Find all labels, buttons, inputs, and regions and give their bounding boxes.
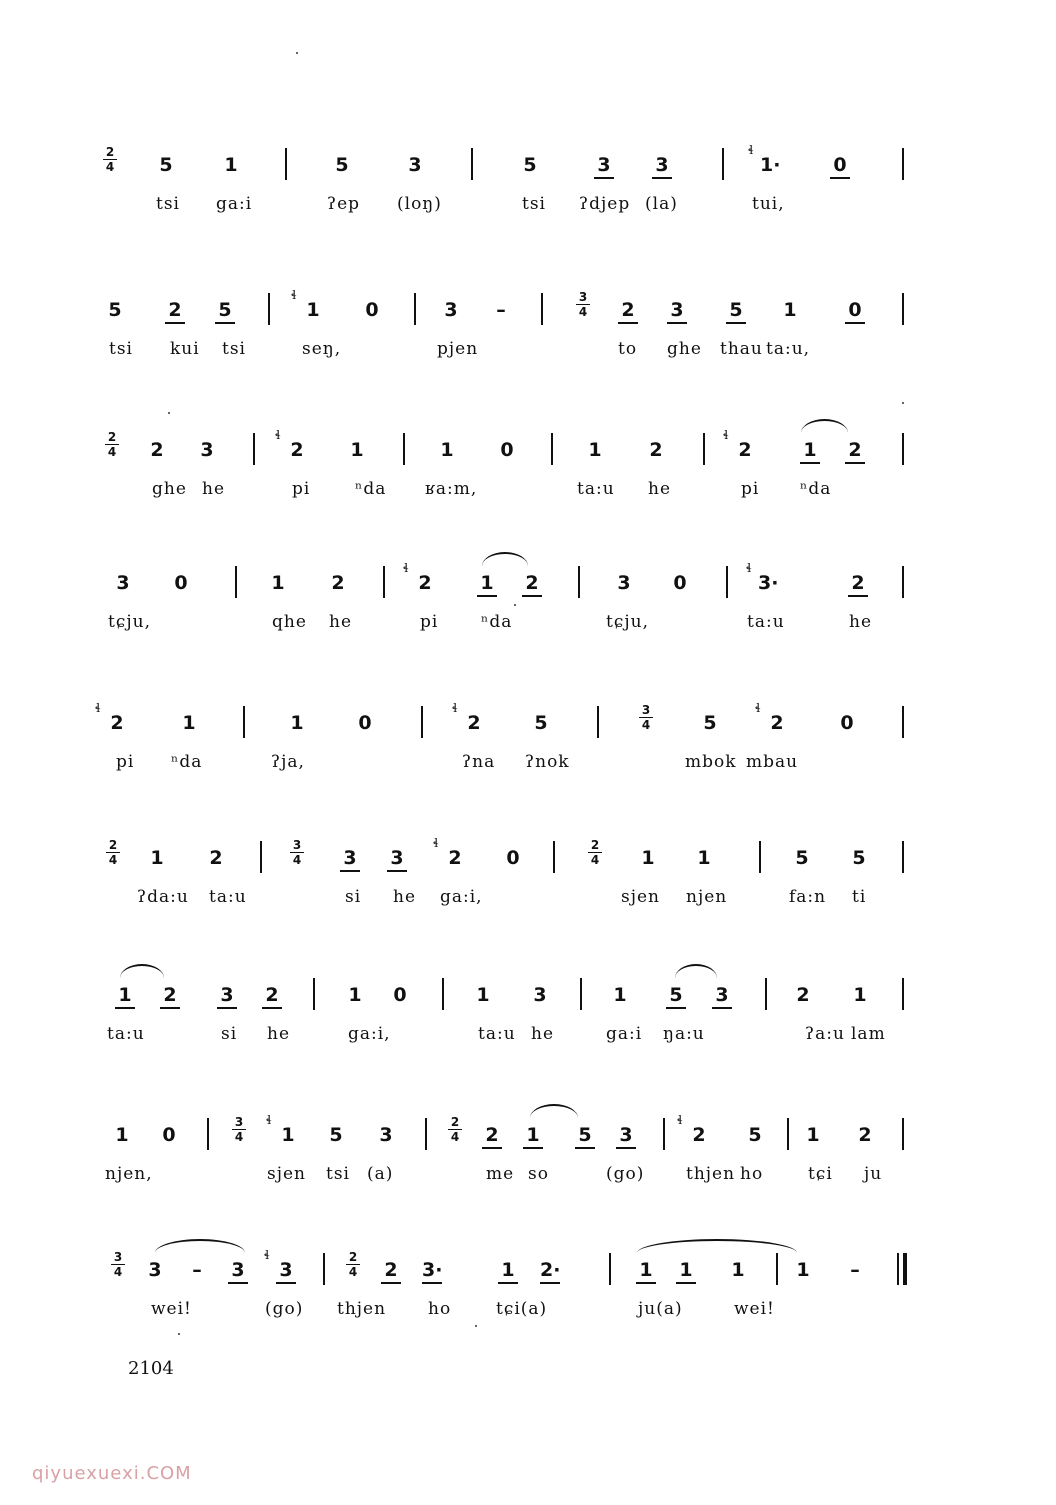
lyric-syllable: tɕi xyxy=(808,1164,833,1184)
grace-note-mark: ɬ xyxy=(403,561,409,575)
note: 0 xyxy=(673,572,687,594)
time-signature-numerator: 3 xyxy=(234,1115,244,1129)
lyric-syllable: ta:u xyxy=(107,1024,145,1044)
print-speck xyxy=(168,412,170,414)
note: 3 xyxy=(616,1124,636,1149)
note: 3 xyxy=(652,154,672,179)
note: 2 xyxy=(418,572,432,594)
lyric-syllable: wei! xyxy=(734,1299,775,1319)
note: 1 xyxy=(641,847,655,869)
note: 3· xyxy=(758,572,779,594)
note: 1 xyxy=(731,1259,745,1281)
note: 3 xyxy=(116,572,130,594)
bar-line xyxy=(235,566,237,598)
note: – xyxy=(850,1259,860,1281)
lyric-syllable: njen, xyxy=(105,1164,153,1184)
time-signature-numerator: 3 xyxy=(292,838,302,852)
note: 3 xyxy=(276,1259,296,1284)
lyric-syllable: pjen xyxy=(437,339,479,359)
grace-note-mark: ɬ xyxy=(275,428,281,442)
lyric-syllable: qhe xyxy=(272,612,307,632)
note: 0 xyxy=(845,299,865,324)
lyric-syllable: ga:i, xyxy=(440,887,483,907)
lyric-syllable: ghe xyxy=(667,339,702,359)
bar-line xyxy=(759,841,761,873)
note: 1 xyxy=(306,299,320,321)
lyric-syllable: ta:u, xyxy=(766,339,811,359)
note: 0 xyxy=(500,439,514,461)
lyric-syllable: ta:u xyxy=(577,479,615,499)
print-speck xyxy=(475,1325,477,1327)
final-bar-line-thick xyxy=(903,1253,907,1285)
time-signature-numerator: 2 xyxy=(105,145,115,159)
note: 2 xyxy=(858,1124,872,1146)
note: 1 xyxy=(182,712,196,734)
note: 1 xyxy=(115,1124,129,1146)
note: 0 xyxy=(830,154,850,179)
note: 5 xyxy=(534,712,548,734)
lyric-syllable: ʔnok xyxy=(525,752,570,772)
note: 2 xyxy=(848,572,868,597)
lyric-syllable: to xyxy=(618,339,638,359)
note: 1 xyxy=(697,847,711,869)
time-signature-denominator: 4 xyxy=(108,853,118,867)
note: 3 xyxy=(200,439,214,461)
grace-note-mark: ɬ xyxy=(95,701,101,715)
lyric-syllable: ʔda:u xyxy=(137,887,189,907)
lyric-syllable: pi xyxy=(741,479,760,499)
note: 2 xyxy=(738,439,752,461)
bar-line xyxy=(403,433,405,465)
note: 2 xyxy=(618,299,638,324)
bar-line xyxy=(776,1253,778,1285)
note: 3 xyxy=(387,847,407,872)
time-signature-numerator: 2 xyxy=(450,1115,460,1129)
lyric-syllable: ʔdjep xyxy=(579,194,631,214)
note: – xyxy=(192,1259,202,1281)
time-signature xyxy=(105,839,121,866)
note: 0 xyxy=(174,572,188,594)
lyric-syllable: njen xyxy=(686,887,728,907)
note: 0 xyxy=(840,712,854,734)
bar-line xyxy=(285,148,287,180)
score-system xyxy=(0,1248,1056,1335)
note: 0 xyxy=(506,847,520,869)
note: 2· xyxy=(540,1259,560,1284)
time-signature-denominator: 4 xyxy=(578,305,588,319)
note: 5 xyxy=(159,154,173,176)
bar-line xyxy=(663,1118,665,1150)
slur-arc xyxy=(155,1239,245,1253)
score-system xyxy=(0,288,1056,375)
time-signature-denominator: 4 xyxy=(105,160,115,174)
bar-line xyxy=(414,293,416,325)
lyric-syllable: ŋa:u xyxy=(663,1024,705,1044)
time-signature xyxy=(110,1251,126,1278)
bar-line xyxy=(902,293,904,325)
bar-line xyxy=(313,978,315,1010)
note: 1 xyxy=(350,439,364,461)
lyric-syllable: ga:i, xyxy=(348,1024,391,1044)
page-number: 2104 xyxy=(128,1358,174,1379)
bar-line xyxy=(902,978,904,1010)
lyric-syllable: tui, xyxy=(752,194,785,214)
note: 1 xyxy=(806,1124,820,1146)
lyric-syllable: ju(a) xyxy=(638,1299,683,1319)
note: 2 xyxy=(467,712,481,734)
lyric-syllable: kui xyxy=(170,339,200,359)
note: 3 xyxy=(667,299,687,324)
bar-line xyxy=(425,1118,427,1150)
lyric-syllable: he xyxy=(329,612,353,632)
lyric-syllable: ju xyxy=(864,1164,883,1184)
note: 2 xyxy=(482,1124,502,1149)
note: 2 xyxy=(845,439,865,464)
time-signature xyxy=(289,839,305,866)
lyric-syllable: tɕi(a) xyxy=(496,1299,548,1319)
time-signature xyxy=(587,839,603,866)
bar-line xyxy=(902,706,904,738)
time-signature xyxy=(345,1251,361,1278)
note: 0 xyxy=(162,1124,176,1146)
bar-line xyxy=(243,706,245,738)
slur-arc xyxy=(637,1239,797,1253)
note: 3 xyxy=(533,984,547,1006)
lyric-syllable: mbau xyxy=(746,752,799,772)
lyric-syllable: he xyxy=(393,887,417,907)
lyric-syllable: ʔja, xyxy=(271,752,305,772)
note: 5 xyxy=(575,1124,595,1149)
note: 5 xyxy=(108,299,122,321)
slur-arc xyxy=(801,419,848,433)
bar-line xyxy=(260,841,262,873)
lyric-syllable: (go) xyxy=(265,1299,304,1319)
note: 0 xyxy=(365,299,379,321)
note: 2 xyxy=(692,1124,706,1146)
time-signature xyxy=(104,431,120,458)
lyric-syllable: pi xyxy=(420,612,439,632)
score-system xyxy=(0,143,1056,230)
time-signature xyxy=(447,1116,463,1143)
bar-line xyxy=(578,566,580,598)
note: 2 xyxy=(331,572,345,594)
note: 2 xyxy=(165,299,185,324)
time-signature-denominator: 4 xyxy=(590,853,600,867)
lyric-syllable: ⁿda xyxy=(355,479,387,499)
note: 1 xyxy=(796,1259,810,1281)
lyric-syllable: ho xyxy=(428,1299,452,1319)
note: 1 xyxy=(636,1259,656,1284)
note: 1 xyxy=(783,299,797,321)
score-system xyxy=(0,1113,1056,1200)
lyric-syllable: (go) xyxy=(606,1164,645,1184)
note: 1 xyxy=(477,572,497,597)
lyric-syllable: sjen xyxy=(621,887,661,907)
bar-line xyxy=(726,566,728,598)
time-signature-denominator: 4 xyxy=(234,1130,244,1144)
note: 2 xyxy=(649,439,663,461)
grace-note-mark: ɬ xyxy=(746,561,752,575)
time-signature-numerator: 2 xyxy=(108,838,118,852)
lyric-syllable: ga:i xyxy=(606,1024,643,1044)
bar-line xyxy=(551,433,553,465)
note: 2 xyxy=(110,712,124,734)
note: 1 xyxy=(348,984,362,1006)
lyric-syllable: tsi xyxy=(109,339,133,359)
time-signature-denominator: 4 xyxy=(292,853,302,867)
time-signature-denominator: 4 xyxy=(450,1130,460,1144)
lyric-syllable: tsi xyxy=(156,194,180,214)
slur-arc xyxy=(482,552,528,566)
note: 5 xyxy=(795,847,809,869)
bar-line xyxy=(553,841,555,873)
lyric-syllable: so xyxy=(528,1164,549,1184)
note: 1 xyxy=(476,984,490,1006)
score-system xyxy=(0,428,1056,515)
watermark: qiyuexuexi.COM xyxy=(32,1463,192,1484)
time-signature-numerator: 2 xyxy=(348,1250,358,1264)
print-speck xyxy=(296,52,298,54)
note: 2 xyxy=(448,847,462,869)
lyric-syllable: si xyxy=(221,1024,238,1044)
note: 3 xyxy=(712,984,732,1009)
lyric-syllable: ho xyxy=(740,1164,764,1184)
note: – xyxy=(496,299,506,321)
note: 1 xyxy=(440,439,454,461)
note: 3 xyxy=(379,1124,393,1146)
lyric-syllable: pi xyxy=(292,479,311,499)
lyric-syllable: ʁa:m, xyxy=(425,479,478,499)
print-speck xyxy=(902,402,904,404)
bar-line xyxy=(902,148,904,180)
lyric-syllable: tɕju, xyxy=(108,612,151,632)
note: 1 xyxy=(150,847,164,869)
bar-line xyxy=(421,706,423,738)
lyric-syllable: he xyxy=(648,479,672,499)
lyric-syllable: tsi xyxy=(222,339,246,359)
lyric-syllable: ʔa:u xyxy=(805,1024,845,1044)
bar-line xyxy=(902,841,904,873)
note: 2 xyxy=(522,572,542,597)
lyric-syllable: tsi xyxy=(522,194,546,214)
time-signature xyxy=(638,704,654,731)
bar-line xyxy=(787,1118,789,1150)
final-bar-line-thin xyxy=(897,1253,899,1285)
lyric-syllable: he xyxy=(849,612,873,632)
bar-line xyxy=(541,293,543,325)
lyric-syllable: (a) xyxy=(367,1164,394,1184)
note: 2 xyxy=(209,847,223,869)
note: 1 xyxy=(224,154,238,176)
grace-note-mark: ɬ xyxy=(264,1248,270,1262)
grace-note-mark: ɬ xyxy=(723,428,729,442)
note: 3 xyxy=(444,299,458,321)
time-signature xyxy=(231,1116,247,1143)
grace-note-mark: ɬ xyxy=(433,836,439,850)
bar-line xyxy=(902,1118,904,1150)
time-signature-numerator: 2 xyxy=(590,838,600,852)
bar-line xyxy=(268,293,270,325)
bar-line xyxy=(253,433,255,465)
note: 0 xyxy=(393,984,407,1006)
score-system xyxy=(0,701,1056,788)
note: 3 xyxy=(148,1259,162,1281)
note: 2 xyxy=(796,984,810,1006)
lyric-syllable: ghe xyxy=(152,479,187,499)
note: 3 xyxy=(594,154,614,179)
note: 5 xyxy=(329,1124,343,1146)
note: 2 xyxy=(262,984,282,1009)
time-signature-numerator: 2 xyxy=(107,430,117,444)
lyric-syllable: thjen xyxy=(337,1299,387,1319)
note: 5 xyxy=(666,984,686,1009)
note: 3 xyxy=(228,1259,248,1284)
lyric-syllable: wei! xyxy=(151,1299,192,1319)
time-signature-numerator: 3 xyxy=(578,290,588,304)
note: 1 xyxy=(271,572,285,594)
note: 1 xyxy=(853,984,867,1006)
lyric-syllable: he xyxy=(267,1024,291,1044)
print-speck xyxy=(178,1333,180,1335)
note: 1 xyxy=(115,984,135,1009)
grace-note-mark: ɬ xyxy=(266,1113,272,1127)
note: 5 xyxy=(215,299,235,324)
lyric-syllable: ʔep xyxy=(327,194,361,214)
lyric-syllable: pi xyxy=(116,752,135,772)
lyric-syllable: si xyxy=(345,887,362,907)
lyric-syllable: ⁿda xyxy=(171,752,203,772)
lyric-syllable: tɕju, xyxy=(606,612,649,632)
time-signature-numerator: 3 xyxy=(641,703,651,717)
grace-note-mark: ɬ xyxy=(452,701,458,715)
note: 1 xyxy=(281,1124,295,1146)
note: 5 xyxy=(748,1124,762,1146)
note: 2 xyxy=(290,439,304,461)
lyric-syllable: tsi xyxy=(326,1164,350,1184)
score-system xyxy=(0,561,1056,648)
print-speck xyxy=(514,604,516,606)
bar-line xyxy=(765,978,767,1010)
time-signature-denominator: 4 xyxy=(113,1265,123,1279)
note: 1 xyxy=(290,712,304,734)
bar-line xyxy=(597,706,599,738)
time-signature-denominator: 4 xyxy=(348,1265,358,1279)
lyric-syllable: ti xyxy=(852,887,867,907)
lyric-syllable: thjen xyxy=(686,1164,736,1184)
grace-note-mark: ɬ xyxy=(291,288,297,302)
lyric-syllable: (la) xyxy=(645,194,678,214)
score-system xyxy=(0,980,1056,1060)
time-signature-denominator: 4 xyxy=(107,445,117,459)
note: 2 xyxy=(160,984,180,1009)
bar-line xyxy=(207,1118,209,1150)
note: 1 xyxy=(588,439,602,461)
slur-arc xyxy=(530,1104,578,1118)
note: 5 xyxy=(335,154,349,176)
lyric-syllable: (loŋ) xyxy=(397,194,442,214)
note: 2 xyxy=(150,439,164,461)
note: 3· xyxy=(422,1259,442,1284)
lyric-syllable: ⁿda xyxy=(800,479,832,499)
note: 5 xyxy=(852,847,866,869)
slur-arc xyxy=(675,964,717,978)
note: 5 xyxy=(726,299,746,324)
lyric-syllable: fa:n xyxy=(789,887,827,907)
note: 3 xyxy=(617,572,631,594)
lyric-syllable: ta:u xyxy=(747,612,785,632)
time-signature-denominator: 4 xyxy=(641,718,651,732)
bar-line xyxy=(580,978,582,1010)
note: 5 xyxy=(703,712,717,734)
note: 3 xyxy=(340,847,360,872)
lyric-syllable: mbok xyxy=(685,752,737,772)
lyric-syllable: he xyxy=(531,1024,555,1044)
lyric-syllable: he xyxy=(202,479,226,499)
bar-line xyxy=(383,566,385,598)
lyric-syllable: seŋ, xyxy=(302,339,342,359)
grace-note-mark: ɬ xyxy=(677,1113,683,1127)
lyric-syllable: me xyxy=(486,1164,515,1184)
note: 0 xyxy=(358,712,372,734)
bar-line xyxy=(902,566,904,598)
slur-arc xyxy=(120,964,164,978)
lyric-syllable: ta:u xyxy=(209,887,247,907)
bar-line xyxy=(722,148,724,180)
note: 1 xyxy=(498,1259,518,1284)
note: 1 xyxy=(613,984,627,1006)
time-signature xyxy=(575,291,591,318)
bar-line xyxy=(471,148,473,180)
bar-line xyxy=(609,1253,611,1285)
score-system xyxy=(0,836,1056,923)
grace-note-mark: ɬ xyxy=(748,143,754,157)
bar-line xyxy=(902,433,904,465)
lyric-syllable: thau xyxy=(720,339,763,359)
bar-line xyxy=(323,1253,325,1285)
lyric-syllable: lam xyxy=(851,1024,886,1044)
lyric-syllable: ⁿda xyxy=(481,612,513,632)
note: 5 xyxy=(523,154,537,176)
time-signature xyxy=(102,146,118,173)
bar-line xyxy=(703,433,705,465)
note: 1 xyxy=(800,439,820,464)
time-signature-numerator: 3 xyxy=(113,1250,123,1264)
grace-note-mark: ɬ xyxy=(755,701,761,715)
note: 2 xyxy=(381,1259,401,1284)
note: 1 xyxy=(676,1259,696,1284)
lyric-syllable: sjen xyxy=(267,1164,307,1184)
note: 3 xyxy=(408,154,422,176)
lyric-syllable: ta:u xyxy=(478,1024,516,1044)
lyric-syllable: ga:i xyxy=(216,194,253,214)
note: 3 xyxy=(217,984,237,1009)
lyric-syllable: ʔna xyxy=(462,752,496,772)
note: 1 xyxy=(523,1124,543,1149)
bar-line xyxy=(442,978,444,1010)
note: 2 xyxy=(770,712,784,734)
note: 1· xyxy=(760,154,781,176)
